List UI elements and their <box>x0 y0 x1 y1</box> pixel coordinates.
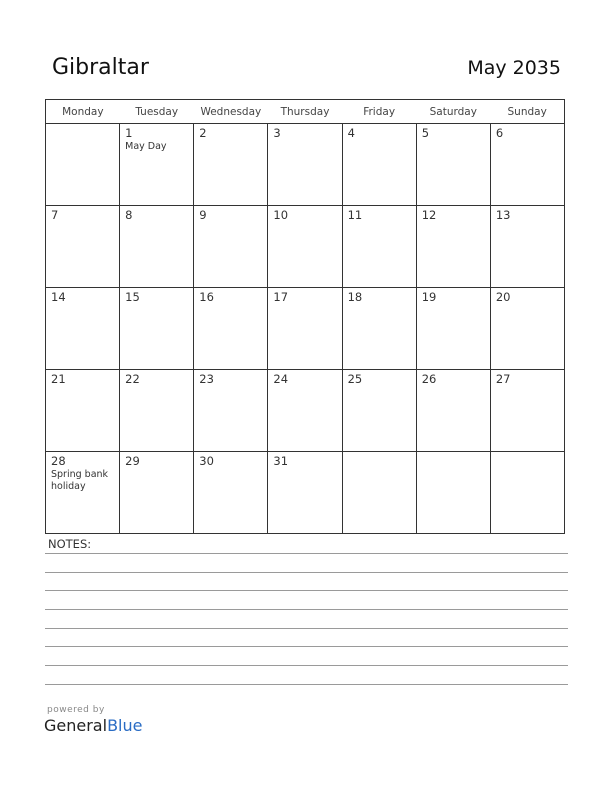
calendar-day-cell <box>268 288 342 370</box>
calendar-day-cell <box>490 124 564 206</box>
calendar-day-cell <box>490 206 564 288</box>
holiday-label: Spring bank holiday <box>51 469 109 492</box>
calendar-day-cell <box>194 288 268 370</box>
calendar-day-cell <box>416 288 490 370</box>
calendar-day-cell <box>342 288 416 370</box>
day-number: 1 <box>125 126 133 140</box>
day-number: 14 <box>51 290 66 304</box>
day-number: 24 <box>273 372 289 386</box>
calendar-day-cell <box>46 124 120 206</box>
calendar-day-cell <box>268 452 342 534</box>
weekday-header: Sunday <box>490 100 564 124</box>
day-number: 23 <box>199 372 214 386</box>
calendar-day-cell <box>416 124 490 206</box>
day-number: 4 <box>347 126 355 140</box>
day-number: 20 <box>495 290 511 304</box>
note-line <box>45 590 568 591</box>
brand-blue: Blue <box>107 716 143 735</box>
note-line <box>45 553 568 554</box>
calendar-day-cell <box>46 370 120 452</box>
weekday-header: Monday <box>46 100 120 124</box>
weekday-header: Wednesday <box>194 100 268 124</box>
calendar-day-cell <box>490 452 564 534</box>
day-number: 19 <box>421 290 437 304</box>
day-number: 5 <box>421 126 430 140</box>
calendar-day-cell <box>268 370 342 452</box>
calendar-week-row <box>46 452 565 534</box>
calendar-day-cell <box>416 206 490 288</box>
day-number: 30 <box>199 454 214 468</box>
calendar-grid <box>45 99 565 534</box>
day-number: 28 <box>51 454 66 468</box>
day-number: 25 <box>347 372 363 386</box>
day-number: 7 <box>51 208 59 222</box>
calendar-day-cell <box>342 206 416 288</box>
calendar-day-cell <box>46 206 120 288</box>
calendar-day-cell <box>342 370 416 452</box>
calendar-day-cell <box>120 206 194 288</box>
day-number: 12 <box>421 208 437 222</box>
day-number: 11 <box>347 208 363 222</box>
calendar-day-cell <box>416 452 490 534</box>
calendar-day-cell <box>416 370 490 452</box>
calendar-day-cell <box>120 288 194 370</box>
calendar-day-cell <box>194 452 268 534</box>
calendar-day-cell <box>120 370 194 452</box>
day-number: 15 <box>125 290 140 304</box>
note-line <box>45 646 568 647</box>
day-number: 26 <box>421 372 437 386</box>
calendar-day-cell <box>490 288 564 370</box>
calendar-country: Gibraltar <box>52 55 149 80</box>
note-line <box>45 665 568 666</box>
note-line <box>45 684 568 685</box>
day-number: 18 <box>347 290 363 304</box>
day-number: 8 <box>125 208 133 222</box>
holiday-label: May Day <box>125 141 167 152</box>
calendar-week-row <box>46 124 565 206</box>
day-number: 17 <box>273 290 289 304</box>
day-number: 13 <box>495 208 511 222</box>
note-line <box>45 609 568 610</box>
weekday-header: Thursday <box>268 100 342 124</box>
calendar-day-cell <box>120 124 194 206</box>
day-number: 6 <box>495 126 504 140</box>
day-number: 16 <box>199 290 214 304</box>
calendar-day-cell <box>268 124 342 206</box>
day-number: 27 <box>495 372 511 386</box>
calendar-week-row <box>46 370 565 452</box>
calendar-day-cell <box>342 452 416 534</box>
calendar-month: May 2035 <box>467 57 561 79</box>
calendar-day-cell <box>120 452 194 534</box>
calendar-day-cell <box>490 370 564 452</box>
brand-logo <box>44 716 142 735</box>
calendar-day-cell <box>46 288 120 370</box>
calendar-day-cell <box>194 370 268 452</box>
calendar-day-cell <box>342 124 416 206</box>
powered-by-text: powered by <box>47 705 105 715</box>
day-number: 22 <box>125 372 140 386</box>
calendar-day-cell <box>46 452 120 534</box>
weekday-header: Saturday <box>416 100 490 124</box>
day-number: 10 <box>273 208 289 222</box>
calendar-day-cell <box>194 124 268 206</box>
notes-label: NOTES: <box>48 537 92 551</box>
calendar-week-row <box>46 288 565 370</box>
note-line <box>45 572 568 573</box>
weekday-header: Friday <box>342 100 416 124</box>
day-number: 31 <box>273 454 289 468</box>
day-number: 3 <box>273 126 281 140</box>
weekday-header-row <box>46 100 565 124</box>
calendar-week-row <box>46 206 565 288</box>
day-number: 9 <box>199 208 207 222</box>
day-number: 2 <box>199 126 207 140</box>
day-number: 29 <box>125 454 140 468</box>
brand-general: General <box>44 716 108 735</box>
calendar-day-cell <box>194 206 268 288</box>
day-number: 21 <box>51 372 66 386</box>
note-line <box>45 628 568 629</box>
calendar-day-cell <box>268 206 342 288</box>
weekday-header: Tuesday <box>120 100 194 124</box>
